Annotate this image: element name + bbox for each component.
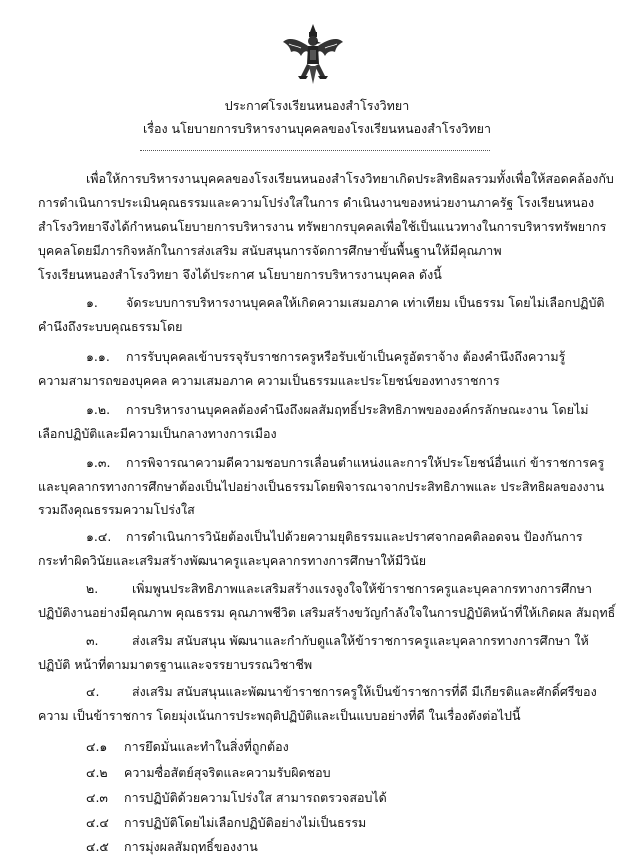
item-number: ๒. (86, 581, 99, 596)
subitem-text: การปฏิบัติด้วยความโปร่งใส สามารถตรวจสอบได้ (124, 790, 387, 805)
item-line: ความสามารถของบุคคล ความเสมอภาค ความเป็นธรรมและประโยชน์ของทางราชการ (38, 373, 500, 388)
item-line: การพิจารณาความดีความชอบการเลื่อนตำแหน่งและการให้ประโยชน์อื่นแก่ ข้าราชการครู (126, 455, 605, 470)
item-line: คำนึงถึงระบบคุณธรรมโดย (38, 319, 183, 334)
intro-line-5: โรงเรียนหนองสำโรงวิทยา จึงได้ประกาศ นโยบายการบริหารงานบุคคล ดังนี้ (38, 267, 442, 282)
item-line: เพิ่มพูนประสิทธิภาพและเสริมสร้างแรงจูงใจให้ข้าราชการครูและบุคลากรทางการศึกษา (132, 581, 592, 596)
subitem-number: ๔.๕ (86, 839, 109, 854)
item-line: ปฏิบัติงานอย่างมีคุณภาพ คุณธรรม คุณภาพชีวิต เสริมสร้างขวัญกำลังใจในการปฏิบัติหน้าที่ให้เกิดผล สัมฤทธิ์ (38, 605, 616, 620)
subitem-text: การมุ่งผลสัมฤทธิ์ของงาน (124, 839, 258, 854)
item-line: การบริหารงานบุคคลต้องคำนึงถึงผลสัมฤทธิ์ประสิทธิภาพขององค์กรลักษณะงาน โดยไม่ (126, 402, 589, 417)
intro-line-4: บุคคลโดยมีภารกิจหลักในการส่งเสริม สนับสนุนการจัดการศึกษาขั้นพื้นฐานให้มีคุณภาพ (38, 243, 502, 258)
item-number: ๑.๓. (86, 455, 111, 470)
subitem-number: ๔.๑ (86, 739, 108, 754)
item-line: กระทำผิดวินัยและเสริมสร้างพัฒนาครูและบุคลากรทางการศึกษาให้มีวินัย (38, 553, 427, 568)
item-line: ปฏิบัติ หน้าที่ตามมาตรฐานและจรรยาบรรณวิชาชีพ (38, 657, 313, 672)
subitem-number: ๔.๓ (86, 790, 108, 805)
item-line: และบุคลากรทางการศึกษาต้องเป็นไปอย่างเป็นธรรมโดยพิจารณาจากประสิทธิภาพและ ประสิทธิผลของงาน (38, 479, 605, 494)
subitem-number: ๔.๒ (86, 765, 108, 780)
item-line: เลือกปฏิบัติและมีความเป็นกลางทางการเมือง (38, 426, 277, 441)
item-line: รวมถึงคุณธรรมความโปร่งใส (38, 502, 195, 517)
item-line: การดำเนินการวินัยต้องเป็นไปด้วยความยุติธรรมและปราศจากอคติลอดจน ป้องกันการ (126, 529, 583, 544)
intro-line-1: เพื่อให้การบริหารงานบุคคลของโรงเรียนหนองสำโรงวิทยาเกิดประสิทธิผลรวมทั้งเพื่อให้สอดคล้องกับ (86, 171, 614, 186)
garuda-emblem-icon (281, 22, 345, 86)
item-number: ๑.๔. (86, 529, 112, 544)
title-separator (140, 150, 490, 151)
subitem-number: ๔.๔ (86, 815, 109, 830)
intro-line-3: สำโรงวิทยาจึงได้กำหนดนโยบายการบริหารงาน ทรัพยากรบุคคลเพื่อใช้เป็นแนวทางในการบริหารทรัพยากร (38, 219, 607, 234)
item-line: ส่งเสริม สนับสนุนและพัฒนาข้าราชการครูให้เป็นข้าราชการที่ดี มีเกียรติและศักดิ์ศรีของ (132, 684, 597, 699)
subitem-text: การยึดมั่นและทำในสิ่งที่ถูกต้อง (124, 739, 289, 754)
item-number: ๑.๒. (86, 402, 111, 417)
item-line: จัดระบบการบริหารงานบุคคลให้เกิดความเสมอภาค เท่าเทียม เป็นธรรม โดยไม่เลือกปฏิบัติ (126, 295, 605, 310)
item-line: ส่งเสริม สนับสนุน พัฒนาและกำกับดูแลให้ข้าราชการครูและบุคลากรทางการศึกษา ให้ (132, 633, 589, 648)
announcement-title: ประกาศโรงเรียนหนองสำโรงวิทยา (224, 98, 410, 113)
subitem-text: ความซื่อสัตย์สุจริตและความรับผิดชอบ (124, 765, 331, 780)
intro-line-2: การดำเนินการประเมินคุณธรรมและความโปร่งใสในการ ดำเนินงานของหน่วยงานภาครัฐ โรงเรียนหนอง (38, 195, 595, 210)
item-number: ๑.๑. (86, 349, 110, 364)
item-number: ๔. (86, 684, 100, 699)
item-line: ความ เป็นข้าราชการ โดยมุ่งเน้นการประพฤติปฏิบัติและเป็นแบบอย่างที่ดี ในเรื่องดังต่อไปนี้ (38, 708, 521, 723)
announcement-subject: เรื่อง นโยบายการบริหารงานบุคคลของโรงเรียนหนองสำโรงวิทยา (142, 121, 492, 136)
subitem-text: การปฏิบัติโดยไม่เลือกปฏิบัติอย่างไม่เป็นธรรม (124, 815, 367, 830)
item-number: ๑. (86, 295, 98, 310)
item-line: การรับบุคคลเข้าบรรจุรับราชการครูหรือรับเข้าเป็นครูอัตราจ้าง ต้องคำนึงถึงความรู้ (126, 349, 566, 364)
item-number: ๓. (86, 633, 99, 648)
